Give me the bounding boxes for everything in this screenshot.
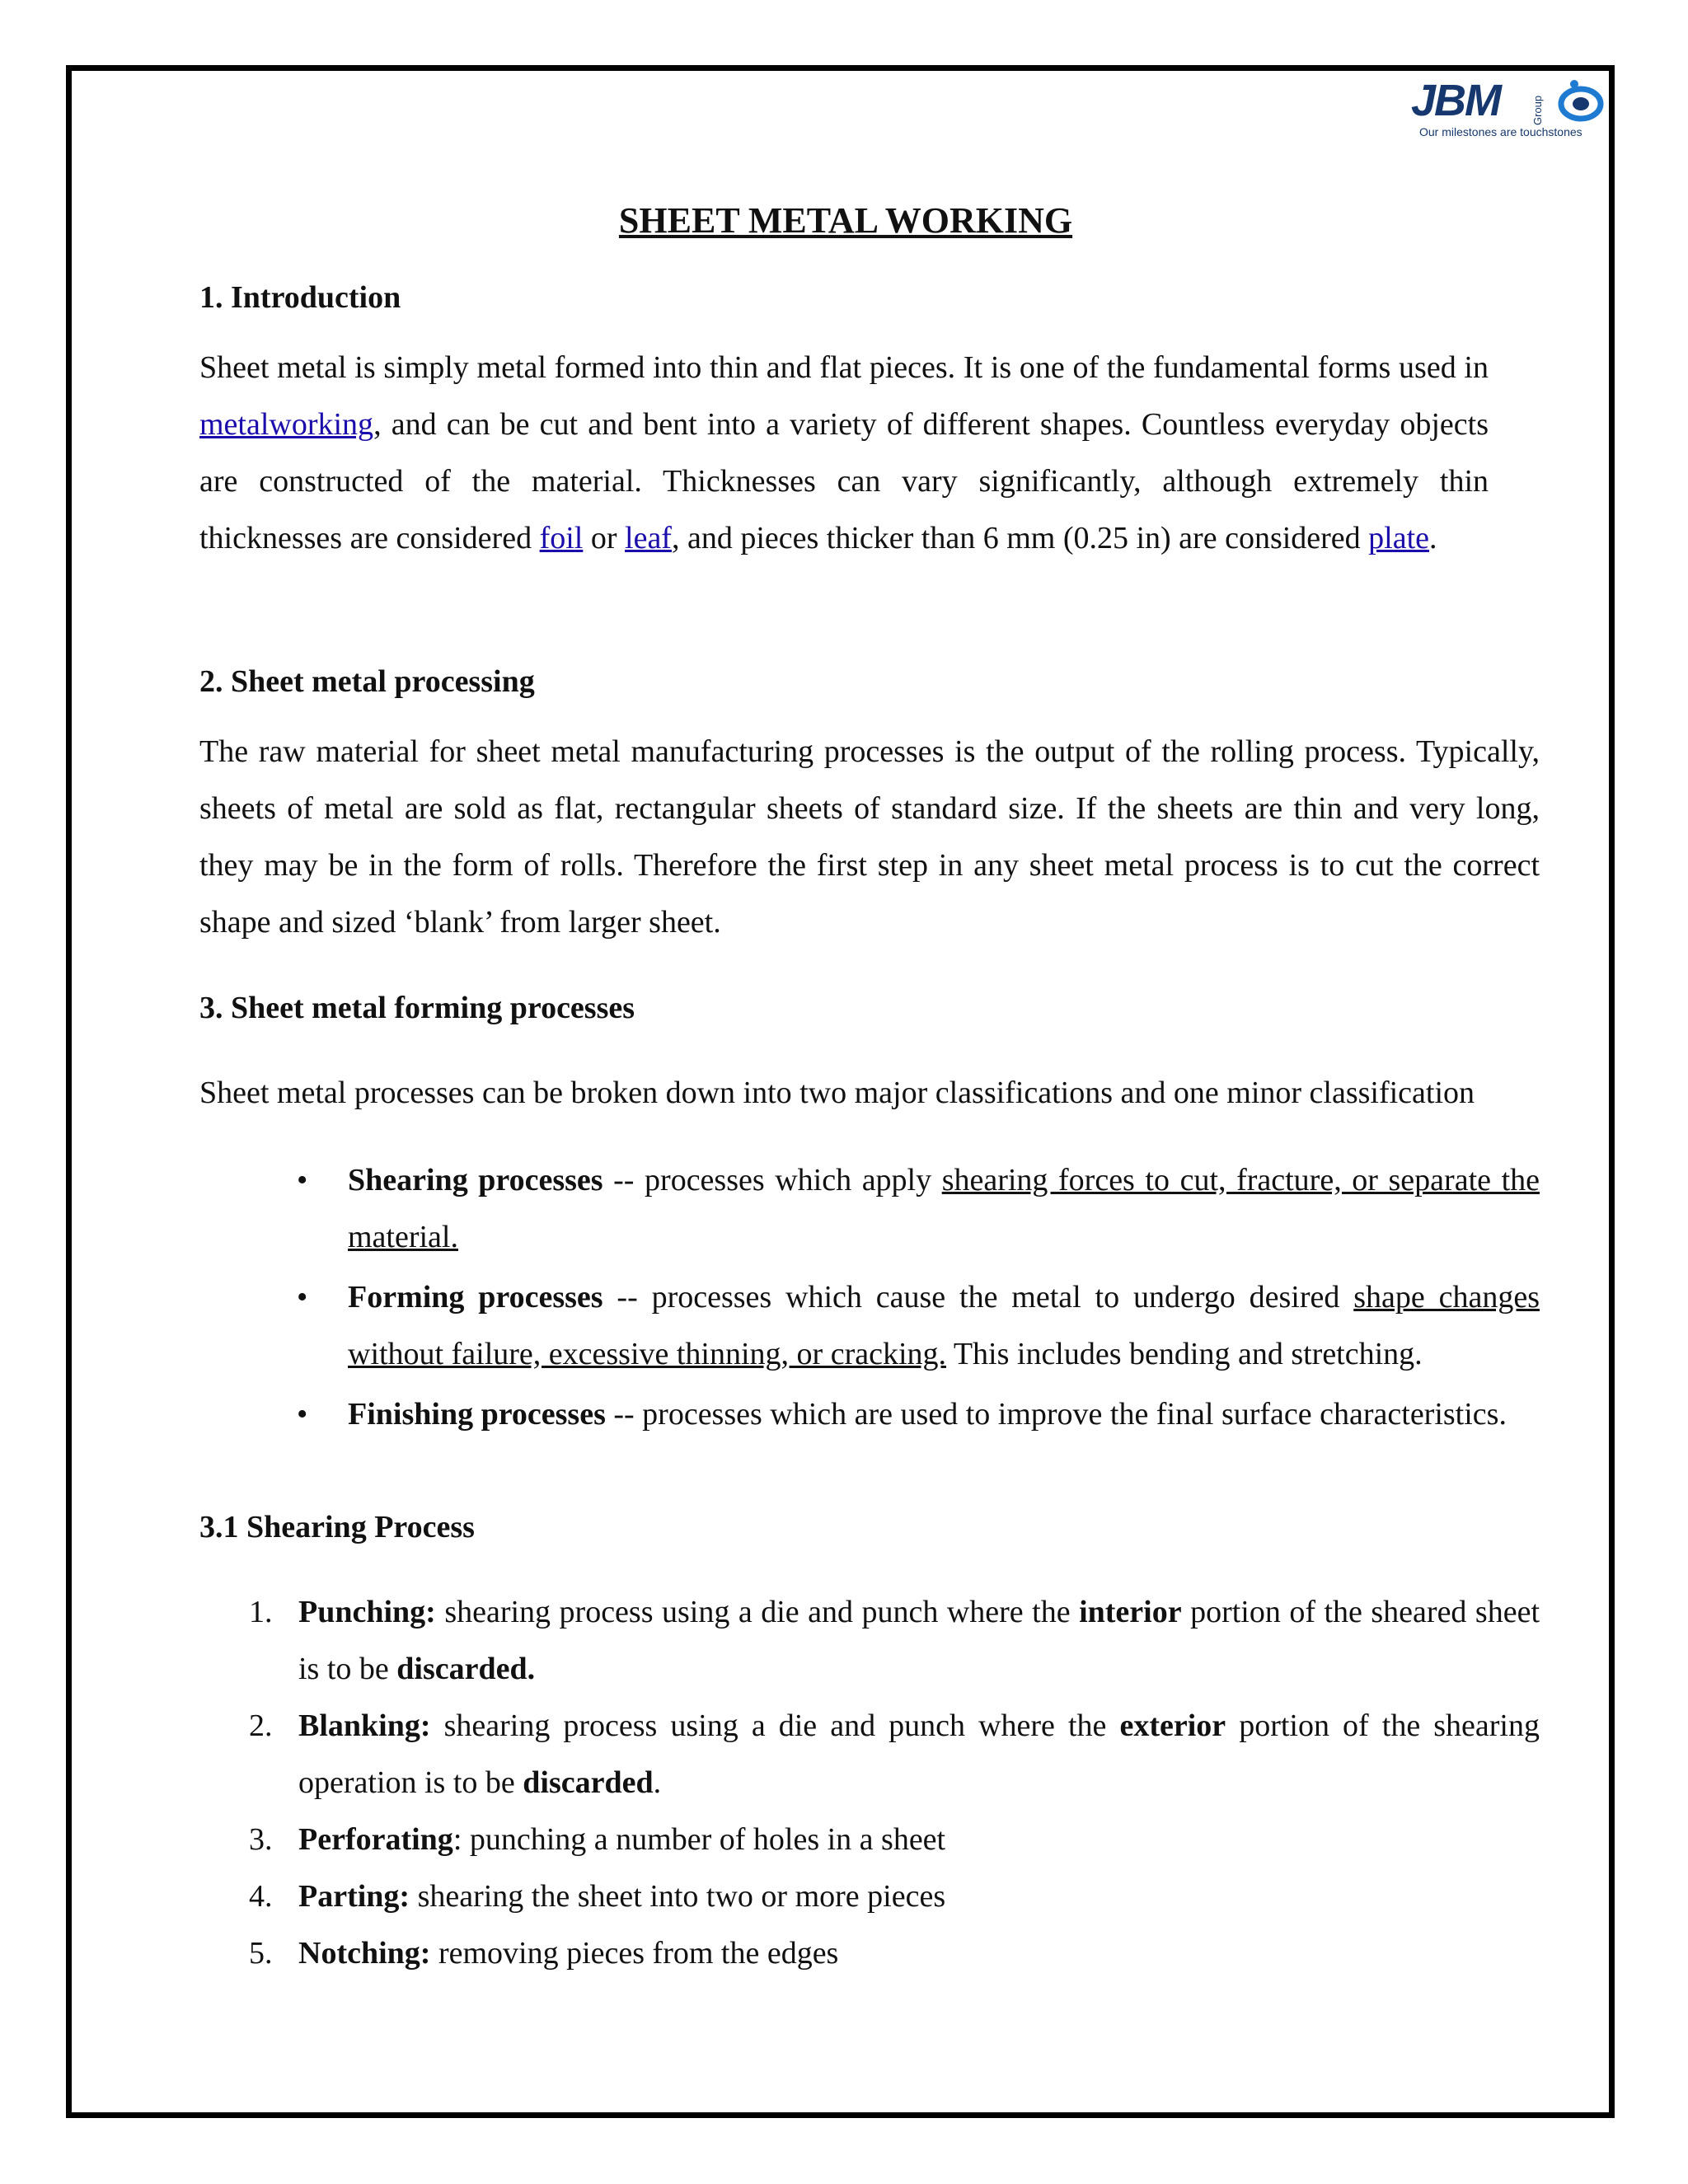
- heading-processing: 2. Sheet metal processing: [199, 664, 535, 699]
- jbm-logo: [1411, 76, 1609, 142]
- paragraph-processing: The raw material for sheet metal manufacturing processes is the output of the rolling process. Typically, sheets of metal are sold as flat, rectangular sheets of standard size. If the sheets are thin and very long, they may be in the form of rolls. Therefore the first step in any sheet metal process is to cut the correct shape and sized ‘blank’ from larger sheet.: [199, 734, 1540, 940]
- page-title: SHEET METAL WORKING: [618, 200, 1073, 241]
- bullet-dot: •: [297, 1397, 308, 1432]
- link-plate[interactable]: plate: [1368, 521, 1430, 555]
- link-foil[interactable]: foil: [539, 521, 584, 555]
- bullet-dot: •: [297, 1163, 308, 1197]
- paragraph-introduction: Sheet metal is simply metal formed into thin and flat pieces. It is one of the fundamental forms used in metalworking, and can be cut and bent into a variety of different shapes. Countless everyday objects are constructed of the material. Thicknesses can vary significantly, although extremely thin thicknesses are considered foil or leaf, and pieces thicker than 6 mm (0.25 in) are considered plate.: [199, 350, 1489, 555]
- logo-swirl-icon: [1558, 77, 1604, 124]
- logo-group-label: Group: [1531, 95, 1544, 125]
- heading-forming: 3. Sheet metal forming processes: [199, 991, 635, 1025]
- logo-tagline: Our milestones are touchstones: [1419, 125, 1582, 138]
- logo-brand: JBM: [1411, 76, 1501, 125]
- heading-shearing: 3.1 Shearing Process: [199, 1510, 475, 1544]
- paragraph-forming: Sheet metal processes can be broken down into two major classifications and one minor classification: [199, 1076, 1475, 1110]
- heading-introduction: 1. Introduction: [199, 280, 401, 315]
- bullet-dot: •: [297, 1280, 308, 1315]
- link-metalworking[interactable]: metalworking: [199, 407, 374, 442]
- link-leaf[interactable]: leaf: [625, 521, 672, 555]
